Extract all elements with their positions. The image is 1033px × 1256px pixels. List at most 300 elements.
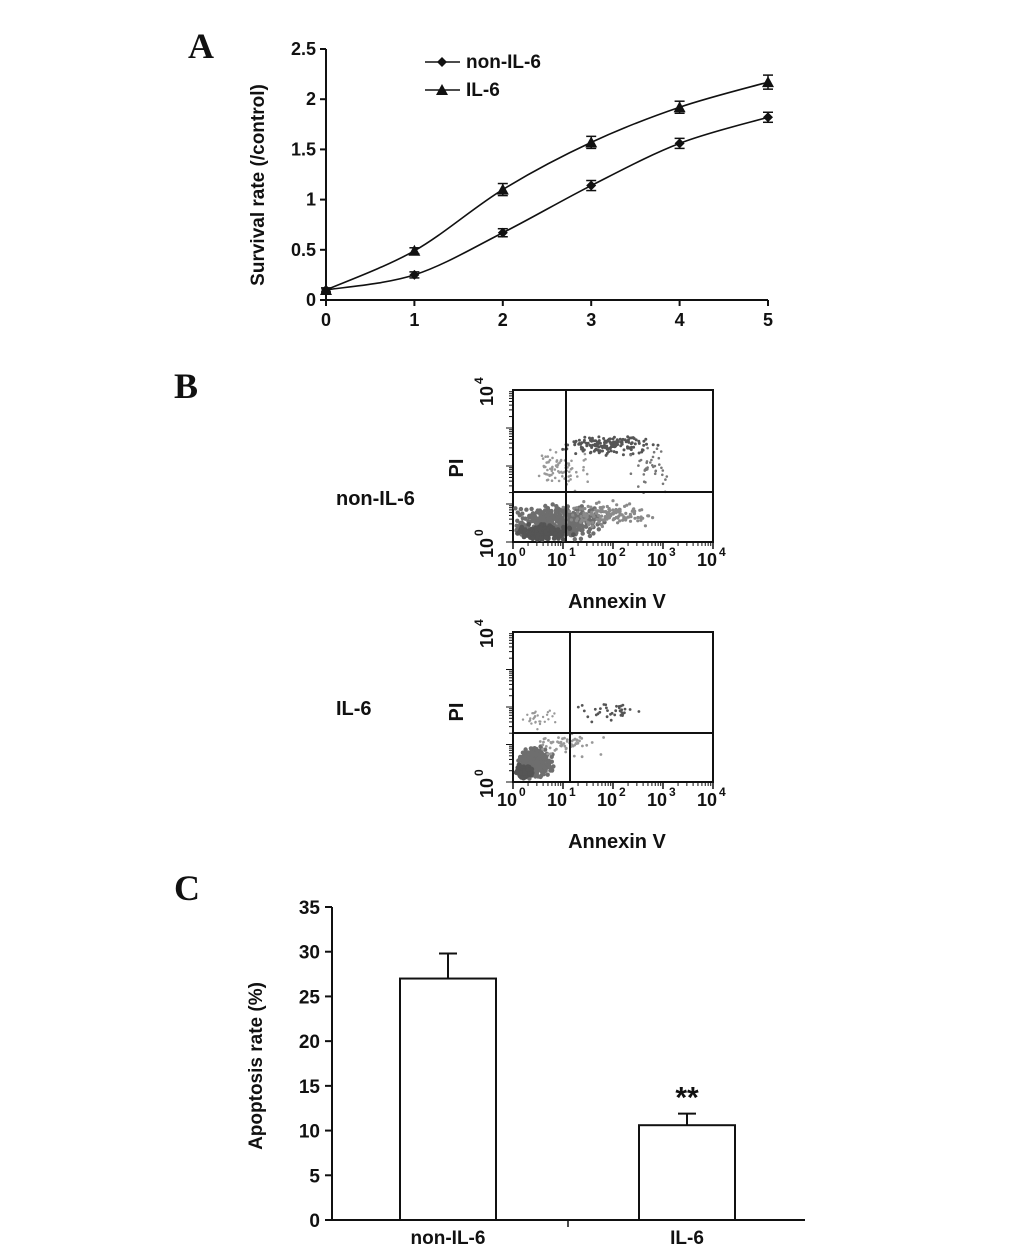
- cytometry-event-dot: [591, 531, 595, 535]
- cytometry-event-dot: [629, 708, 632, 711]
- cytometry-event-dot: [661, 474, 664, 477]
- cytometry-event-dot: [536, 757, 540, 761]
- cytometry-event-dot: [548, 475, 551, 478]
- cytometry-event-dot: [537, 714, 539, 716]
- cytometry-event-dot: [583, 511, 586, 514]
- cytometry-event-dot: [611, 712, 614, 715]
- legend-diamond-marker: [437, 57, 447, 67]
- cytometry-event-dot: [640, 451, 643, 454]
- cytometry-event-dot: [529, 717, 531, 719]
- cytometry-event-dot: [559, 742, 562, 745]
- cytometry-event-dot: [631, 510, 634, 513]
- cytometry-event-dot: [581, 745, 584, 748]
- cytometry-event-dot: [638, 710, 641, 713]
- flow-x-tick-exponent: 0: [519, 785, 526, 799]
- cytometry-event-dot: [581, 704, 584, 707]
- cytometry-event-dot: [604, 510, 607, 513]
- cytometry-event-dot: [612, 437, 615, 440]
- survival-line-chart: [248, 39, 774, 330]
- data-point-diamond: [763, 112, 773, 122]
- cytometry-event-dot: [558, 471, 561, 474]
- cytometry-event-dot: [662, 483, 665, 486]
- cytometry-event-dot: [583, 514, 586, 517]
- cytometry-event-dot: [634, 442, 637, 445]
- cytometry-event-dot: [619, 510, 622, 513]
- cytometry-event-dot: [592, 514, 595, 517]
- cytometry-event-dot: [544, 737, 547, 740]
- cytometry-event-dot: [606, 709, 609, 712]
- cytometry-event-dot: [519, 507, 523, 511]
- cytometry-event-dot: [542, 716, 544, 718]
- cytometry-event-dot: [549, 747, 552, 750]
- cytometry-event-dot: [653, 451, 656, 454]
- cytometry-event-dot: [578, 740, 581, 743]
- cytometry-event-dot: [586, 715, 589, 718]
- cytometry-event-dot: [539, 740, 542, 743]
- cytometry-event-dot: [643, 473, 646, 476]
- cytometry-event-dot: [551, 479, 554, 482]
- cytometry-event-dot: [574, 738, 577, 741]
- cytometry-event-dot: [591, 741, 594, 744]
- cytometry-event-dot: [546, 469, 549, 472]
- cytometry-event-dot: [645, 467, 648, 470]
- cytometry-event-dot: [555, 451, 558, 454]
- cytometry-event-dot: [598, 518, 601, 521]
- cytometry-event-dot: [594, 708, 597, 711]
- significance-marker: **: [675, 1081, 699, 1115]
- cytometry-event-dot: [616, 521, 619, 524]
- cytometry-event-dot: [664, 478, 667, 481]
- cytometry-event-dot: [547, 461, 550, 464]
- cytometry-event-dot: [558, 514, 562, 518]
- series-line-il-6: [326, 82, 768, 290]
- flow-plot-il-6: [446, 619, 726, 853]
- cytometry-event-dot: [591, 525, 594, 528]
- cytometry-event-dot: [545, 745, 548, 748]
- cytometry-event-dot: [554, 512, 558, 516]
- series-line-non-il-6: [326, 117, 768, 290]
- cytometry-event-dot: [638, 442, 641, 445]
- flow-x-tick-label: 10: [646, 790, 668, 810]
- cytometry-event-dot: [555, 460, 558, 463]
- cytometry-event-dot: [534, 747, 538, 751]
- cytometry-event-dot: [575, 440, 578, 443]
- cytometry-event-dot: [556, 466, 559, 469]
- x-tick-label: 4: [674, 310, 685, 330]
- flow-y-axis-label: PI: [446, 458, 468, 478]
- x-tick-label: 3: [586, 310, 597, 330]
- cytometry-event-dot: [561, 475, 564, 478]
- cytometry-event-dot: [562, 506, 565, 509]
- flow-x-tick-exponent: 1: [569, 545, 576, 559]
- cytometry-event-dot: [654, 470, 657, 473]
- y-tick-label: 2: [305, 89, 316, 110]
- cytometry-event-dot: [620, 708, 623, 711]
- cytometry-event-dot: [614, 709, 617, 712]
- cytometry-event-dot: [612, 441, 615, 444]
- cytometry-event-dot: [621, 713, 624, 716]
- cytometry-event-dot: [591, 521, 594, 524]
- flow-x-tick-label: 10: [496, 550, 518, 570]
- cytometry-event-dot: [584, 453, 587, 456]
- cytometry-event-dot: [652, 443, 655, 446]
- cytometry-event-dot: [561, 537, 566, 542]
- cytometry-event-dot: [579, 537, 583, 541]
- cytometry-event-dot: [577, 742, 580, 745]
- cytometry-event-dot: [643, 480, 646, 483]
- cytometry-event-dot: [628, 447, 631, 450]
- cytometry-event-dot: [579, 736, 582, 739]
- cytometry-event-dot: [578, 439, 581, 442]
- cytometry-event-dot: [622, 453, 625, 456]
- cytometry-event-dot: [551, 468, 554, 471]
- cytometry-event-dot: [518, 529, 523, 534]
- flow-x-tick-exponent: 3: [669, 545, 676, 559]
- cytometry-event-dot: [543, 529, 548, 534]
- cytometry-event-dot: [567, 475, 570, 478]
- flow-x-tick-label: 10: [596, 790, 618, 810]
- data-point-triangle: [585, 136, 597, 147]
- x-tick-label: 1: [409, 310, 420, 330]
- cytometry-event-dot: [660, 467, 663, 470]
- flow-y-tick-exponent: 0: [472, 529, 486, 536]
- y-tick-label: 0.5: [290, 239, 316, 260]
- cytometry-event-dot: [560, 745, 563, 748]
- y-tick-label: 15: [298, 1076, 320, 1098]
- flow-x-tick-exponent: 2: [619, 785, 626, 799]
- cytometry-event-dot: [576, 511, 579, 514]
- cytometry-event-dot: [542, 741, 545, 744]
- cytometry-event-dot: [528, 720, 530, 722]
- cytometry-event-dot: [658, 463, 661, 466]
- cytometry-event-dot: [534, 716, 536, 718]
- cytometry-event-dot: [581, 755, 584, 758]
- cytometry-event-dot: [575, 471, 578, 474]
- cytometry-event-dot: [601, 525, 604, 528]
- cytometry-event-dot: [541, 454, 544, 457]
- cytometry-event-dot: [628, 502, 631, 505]
- cytometry-event-dot: [593, 450, 596, 453]
- cytometry-event-dot: [589, 451, 592, 454]
- cytometry-event-dot: [590, 721, 593, 724]
- cytometry-event-dot: [620, 513, 623, 516]
- data-point-diamond: [586, 181, 596, 191]
- cytometry-event-dot: [638, 460, 641, 463]
- cytometry-event-dot: [537, 527, 542, 532]
- cytometry-event-dot: [608, 438, 611, 441]
- cytometry-event-dot: [544, 721, 546, 723]
- cytometry-event-dot: [539, 723, 541, 725]
- cytometry-event-dot: [571, 467, 574, 470]
- flow-x-tick-label: 10: [696, 550, 718, 570]
- cytometry-event-dot: [624, 708, 627, 711]
- flow-x-tick-label: 10: [546, 790, 568, 810]
- cytometry-event-dot: [538, 765, 542, 769]
- cytometry-event-dot: [606, 715, 609, 718]
- cytometry-event-dot: [617, 440, 620, 443]
- cytometry-event-dot: [597, 527, 601, 531]
- flow-x-axis-label: Annexin V: [568, 831, 666, 853]
- bar-il-6: [639, 1125, 735, 1220]
- cytometry-event-dot: [554, 721, 556, 723]
- cytometry-event-dot: [575, 522, 579, 526]
- cytometry-event-dot: [526, 522, 531, 527]
- cytometry-event-dot: [599, 707, 602, 710]
- cytometry-event-dot: [666, 475, 669, 478]
- cytometry-event-dot: [615, 503, 618, 506]
- flow-x-tick-label: 10: [596, 550, 618, 570]
- cytometry-event-dot: [561, 448, 564, 451]
- cytometry-event-dot: [526, 714, 528, 716]
- cytometry-event-dot: [650, 459, 653, 462]
- cytometry-event-dot: [559, 520, 563, 524]
- cytometry-event-dot: [547, 718, 549, 720]
- cytometry-event-dot: [599, 510, 602, 513]
- cytometry-event-dot: [522, 771, 527, 776]
- cytometry-event-dot: [549, 527, 554, 532]
- cytometry-event-dot: [636, 519, 639, 522]
- flow-x-tick-label: 10: [546, 550, 568, 570]
- cytometry-event-dot: [631, 441, 634, 444]
- cytometry-event-dot: [657, 444, 660, 447]
- cytometry-event-dot: [575, 506, 578, 509]
- cytometry-event-dot: [644, 438, 647, 441]
- cytometry-event-dot: [645, 443, 648, 446]
- flow-x-tick-exponent: 4: [719, 545, 726, 559]
- cytometry-event-dot: [561, 737, 564, 740]
- data-point-triangle: [497, 184, 509, 195]
- cytometry-event-dot: [604, 446, 607, 449]
- cytometry-event-dot: [575, 519, 578, 522]
- cytometry-event-dot: [582, 469, 585, 472]
- flow-x-axis-label: Annexin V: [568, 591, 666, 613]
- cytometry-event-dot: [615, 705, 618, 708]
- cytometry-event-dot: [598, 451, 601, 454]
- chart-c-y-axis-label: Apoptosis rate (%): [246, 982, 267, 1150]
- cytometry-event-dot: [556, 527, 561, 532]
- cytometry-event-dot: [543, 756, 547, 760]
- cytometry-event-dot: [527, 531, 532, 536]
- cytometry-event-dot: [553, 712, 555, 714]
- cytometry-event-dot: [541, 744, 544, 747]
- cytometry-event-dot: [544, 535, 549, 540]
- cytometry-event-dot: [554, 468, 557, 471]
- cytometry-event-dot: [573, 537, 577, 541]
- cytometry-event-dot: [530, 722, 532, 724]
- cytometry-event-dot: [662, 469, 665, 472]
- cytometry-event-dot: [568, 462, 571, 465]
- flow-y-tick: [472, 769, 497, 798]
- cytometry-event-dot: [579, 443, 582, 446]
- cytometry-event-dot: [570, 460, 573, 463]
- cytometry-event-dot: [583, 459, 586, 462]
- cytometry-event-dot: [602, 736, 605, 739]
- x-category-label: IL-6: [670, 1228, 704, 1249]
- cytometry-event-dot: [580, 446, 583, 449]
- cytometry-event-dot: [523, 753, 527, 757]
- cytometry-event-dot: [611, 508, 614, 511]
- flow-group-label-non-il-6: non-IL-6: [336, 488, 415, 510]
- cytometry-event-dot: [586, 473, 589, 476]
- cytometry-event-dot: [580, 515, 583, 518]
- panel-label-c: C: [174, 868, 200, 908]
- cytometry-event-dot: [583, 507, 586, 510]
- cytometry-event-dot: [515, 765, 520, 770]
- cytometry-event-dot: [515, 519, 519, 523]
- chart-a-legend: [425, 52, 541, 101]
- cytometry-event-dot: [532, 760, 536, 764]
- cytometry-event-dot: [557, 736, 560, 739]
- cytometry-event-dot: [586, 480, 589, 483]
- cytometry-event-dot: [607, 508, 610, 511]
- cytometry-event-dot: [568, 471, 571, 474]
- flow-y-tick: [472, 377, 497, 406]
- flow-y-tick: [472, 619, 497, 648]
- cytometry-event-dot: [530, 536, 535, 541]
- cytometry-event-dot: [621, 519, 624, 522]
- cytometry-event-dot: [534, 721, 536, 723]
- cytometry-event-dot: [579, 521, 582, 524]
- cytometry-event-dot: [529, 507, 533, 511]
- cytometry-event-dot: [646, 447, 649, 450]
- cytometry-event-dot: [582, 466, 585, 469]
- cytometry-event-dot: [610, 719, 613, 722]
- cytometry-event-dot: [652, 456, 655, 459]
- cytometry-event-dot: [564, 751, 567, 754]
- cytometry-event-dot: [539, 720, 541, 722]
- cytometry-event-dot: [513, 506, 517, 510]
- cytometry-event-dot: [587, 523, 590, 526]
- cytometry-event-dot: [627, 438, 630, 441]
- flow-y-tick-label: 10: [477, 385, 497, 407]
- cytometry-event-dot: [547, 479, 550, 482]
- legend-label-non-il-6: non-IL-6: [466, 52, 541, 73]
- x-tick-label: 2: [497, 310, 508, 330]
- cytometry-event-dot: [632, 446, 635, 449]
- cytometry-event-dot: [597, 435, 600, 438]
- cytometry-event-dot: [616, 443, 619, 446]
- cytometry-event-dot: [560, 460, 563, 463]
- cytometry-event-dot: [546, 773, 550, 777]
- cytometry-event-dot: [547, 739, 550, 742]
- flow-y-tick-exponent: 4: [472, 619, 486, 626]
- cytometry-event-dot: [539, 536, 544, 541]
- cytometry-event-dot: [608, 447, 611, 450]
- cytometry-event-dot: [544, 455, 547, 458]
- cytometry-event-dot: [613, 450, 616, 453]
- cytometry-event-dot: [625, 440, 628, 443]
- cytometry-event-dot: [577, 706, 580, 709]
- cytometry-event-dot: [524, 508, 528, 512]
- cytometry-event-dot: [529, 757, 533, 761]
- cytometry-event-dot: [585, 744, 588, 747]
- cytometry-event-dot: [623, 448, 626, 451]
- cytometry-event-dot: [583, 436, 586, 439]
- cytometry-event-dot: [622, 515, 625, 518]
- chart-a-y-axis-label: Survival rate (/control): [248, 84, 269, 286]
- cytometry-event-dot: [629, 515, 632, 518]
- data-point-triangle: [762, 76, 774, 87]
- cytometry-event-dot: [624, 518, 627, 521]
- flow-x-tick-exponent: 3: [669, 785, 676, 799]
- cytometry-event-dot: [660, 450, 663, 453]
- cytometry-event-dot: [626, 516, 629, 519]
- cytometry-event-dot: [572, 507, 575, 510]
- flow-y-tick-label: 10: [477, 627, 497, 649]
- cytometry-event-dot: [633, 517, 636, 520]
- apoptosis-bar-chart: [246, 898, 805, 1249]
- y-tick-label: 25: [298, 987, 320, 1009]
- cytometry-event-dot: [651, 516, 654, 519]
- cytometry-event-dot: [596, 441, 599, 444]
- cytometry-event-dot: [621, 439, 624, 442]
- cytometry-event-dot: [522, 718, 524, 720]
- cytometry-event-dot: [597, 501, 600, 504]
- cytometry-event-dot: [552, 472, 555, 475]
- cytometry-event-dot: [534, 711, 536, 713]
- cytometry-event-dot: [612, 518, 615, 521]
- cytometry-event-dot: [601, 450, 604, 453]
- cytometry-event-dot: [604, 703, 607, 706]
- cytometry-event-dot: [649, 461, 652, 464]
- flow-x-tick-exponent: 0: [519, 545, 526, 559]
- cytometry-event-dot: [597, 521, 600, 524]
- cytometry-event-dot: [549, 710, 551, 712]
- cytometry-event-dot: [549, 449, 552, 452]
- cytometry-event-dot: [563, 742, 566, 745]
- cytometry-event-dot: [644, 524, 647, 527]
- cytometry-event-dot: [567, 480, 570, 483]
- cytometry-event-dot: [605, 441, 608, 444]
- cytometry-event-dot: [590, 446, 593, 449]
- cytometry-event-dot: [536, 728, 538, 730]
- cytometry-event-dot: [622, 704, 625, 707]
- y-tick-label: 20: [298, 1032, 320, 1054]
- cytometry-event-dot: [566, 740, 569, 743]
- cytometry-event-dot: [546, 516, 550, 520]
- flow-y-tick: [472, 529, 497, 558]
- data-point-triangle: [674, 101, 686, 112]
- y-tick-label: 2.5: [290, 39, 316, 59]
- cytometry-event-dot: [543, 472, 546, 475]
- cytometry-event-dot: [656, 447, 659, 450]
- cytometry-event-dot: [554, 517, 558, 521]
- cytometry-event-dot: [587, 530, 591, 534]
- panel-label-a: A: [188, 26, 214, 66]
- cytometry-event-dot: [613, 714, 616, 717]
- cytometry-event-dot: [565, 748, 568, 751]
- flow-group-label-il-6: IL-6: [336, 698, 372, 720]
- y-tick-label: 5: [309, 1166, 320, 1188]
- cytometry-event-dot: [550, 760, 554, 764]
- y-tick-label: 35: [298, 898, 320, 919]
- cytometry-event-dot: [608, 516, 611, 519]
- flow-x-tick-label: 10: [696, 790, 718, 810]
- cytometry-event-dot: [522, 529, 527, 534]
- cytometry-event-dot: [567, 526, 572, 531]
- cytometry-event-dot: [558, 480, 561, 483]
- cytometry-event-dot: [642, 444, 645, 447]
- x-tick-label: 5: [762, 310, 774, 330]
- cytometry-event-dot: [520, 512, 524, 516]
- x-tick-label: 0: [320, 310, 332, 330]
- cytometry-event-dot: [554, 477, 557, 480]
- cytometry-event-dot: [652, 466, 655, 469]
- cytometry-event-dot: [607, 513, 610, 516]
- cytometry-event-dot: [630, 472, 633, 475]
- cytometry-event-dot: [597, 712, 600, 715]
- flow-x-tick-exponent: 4: [719, 785, 726, 799]
